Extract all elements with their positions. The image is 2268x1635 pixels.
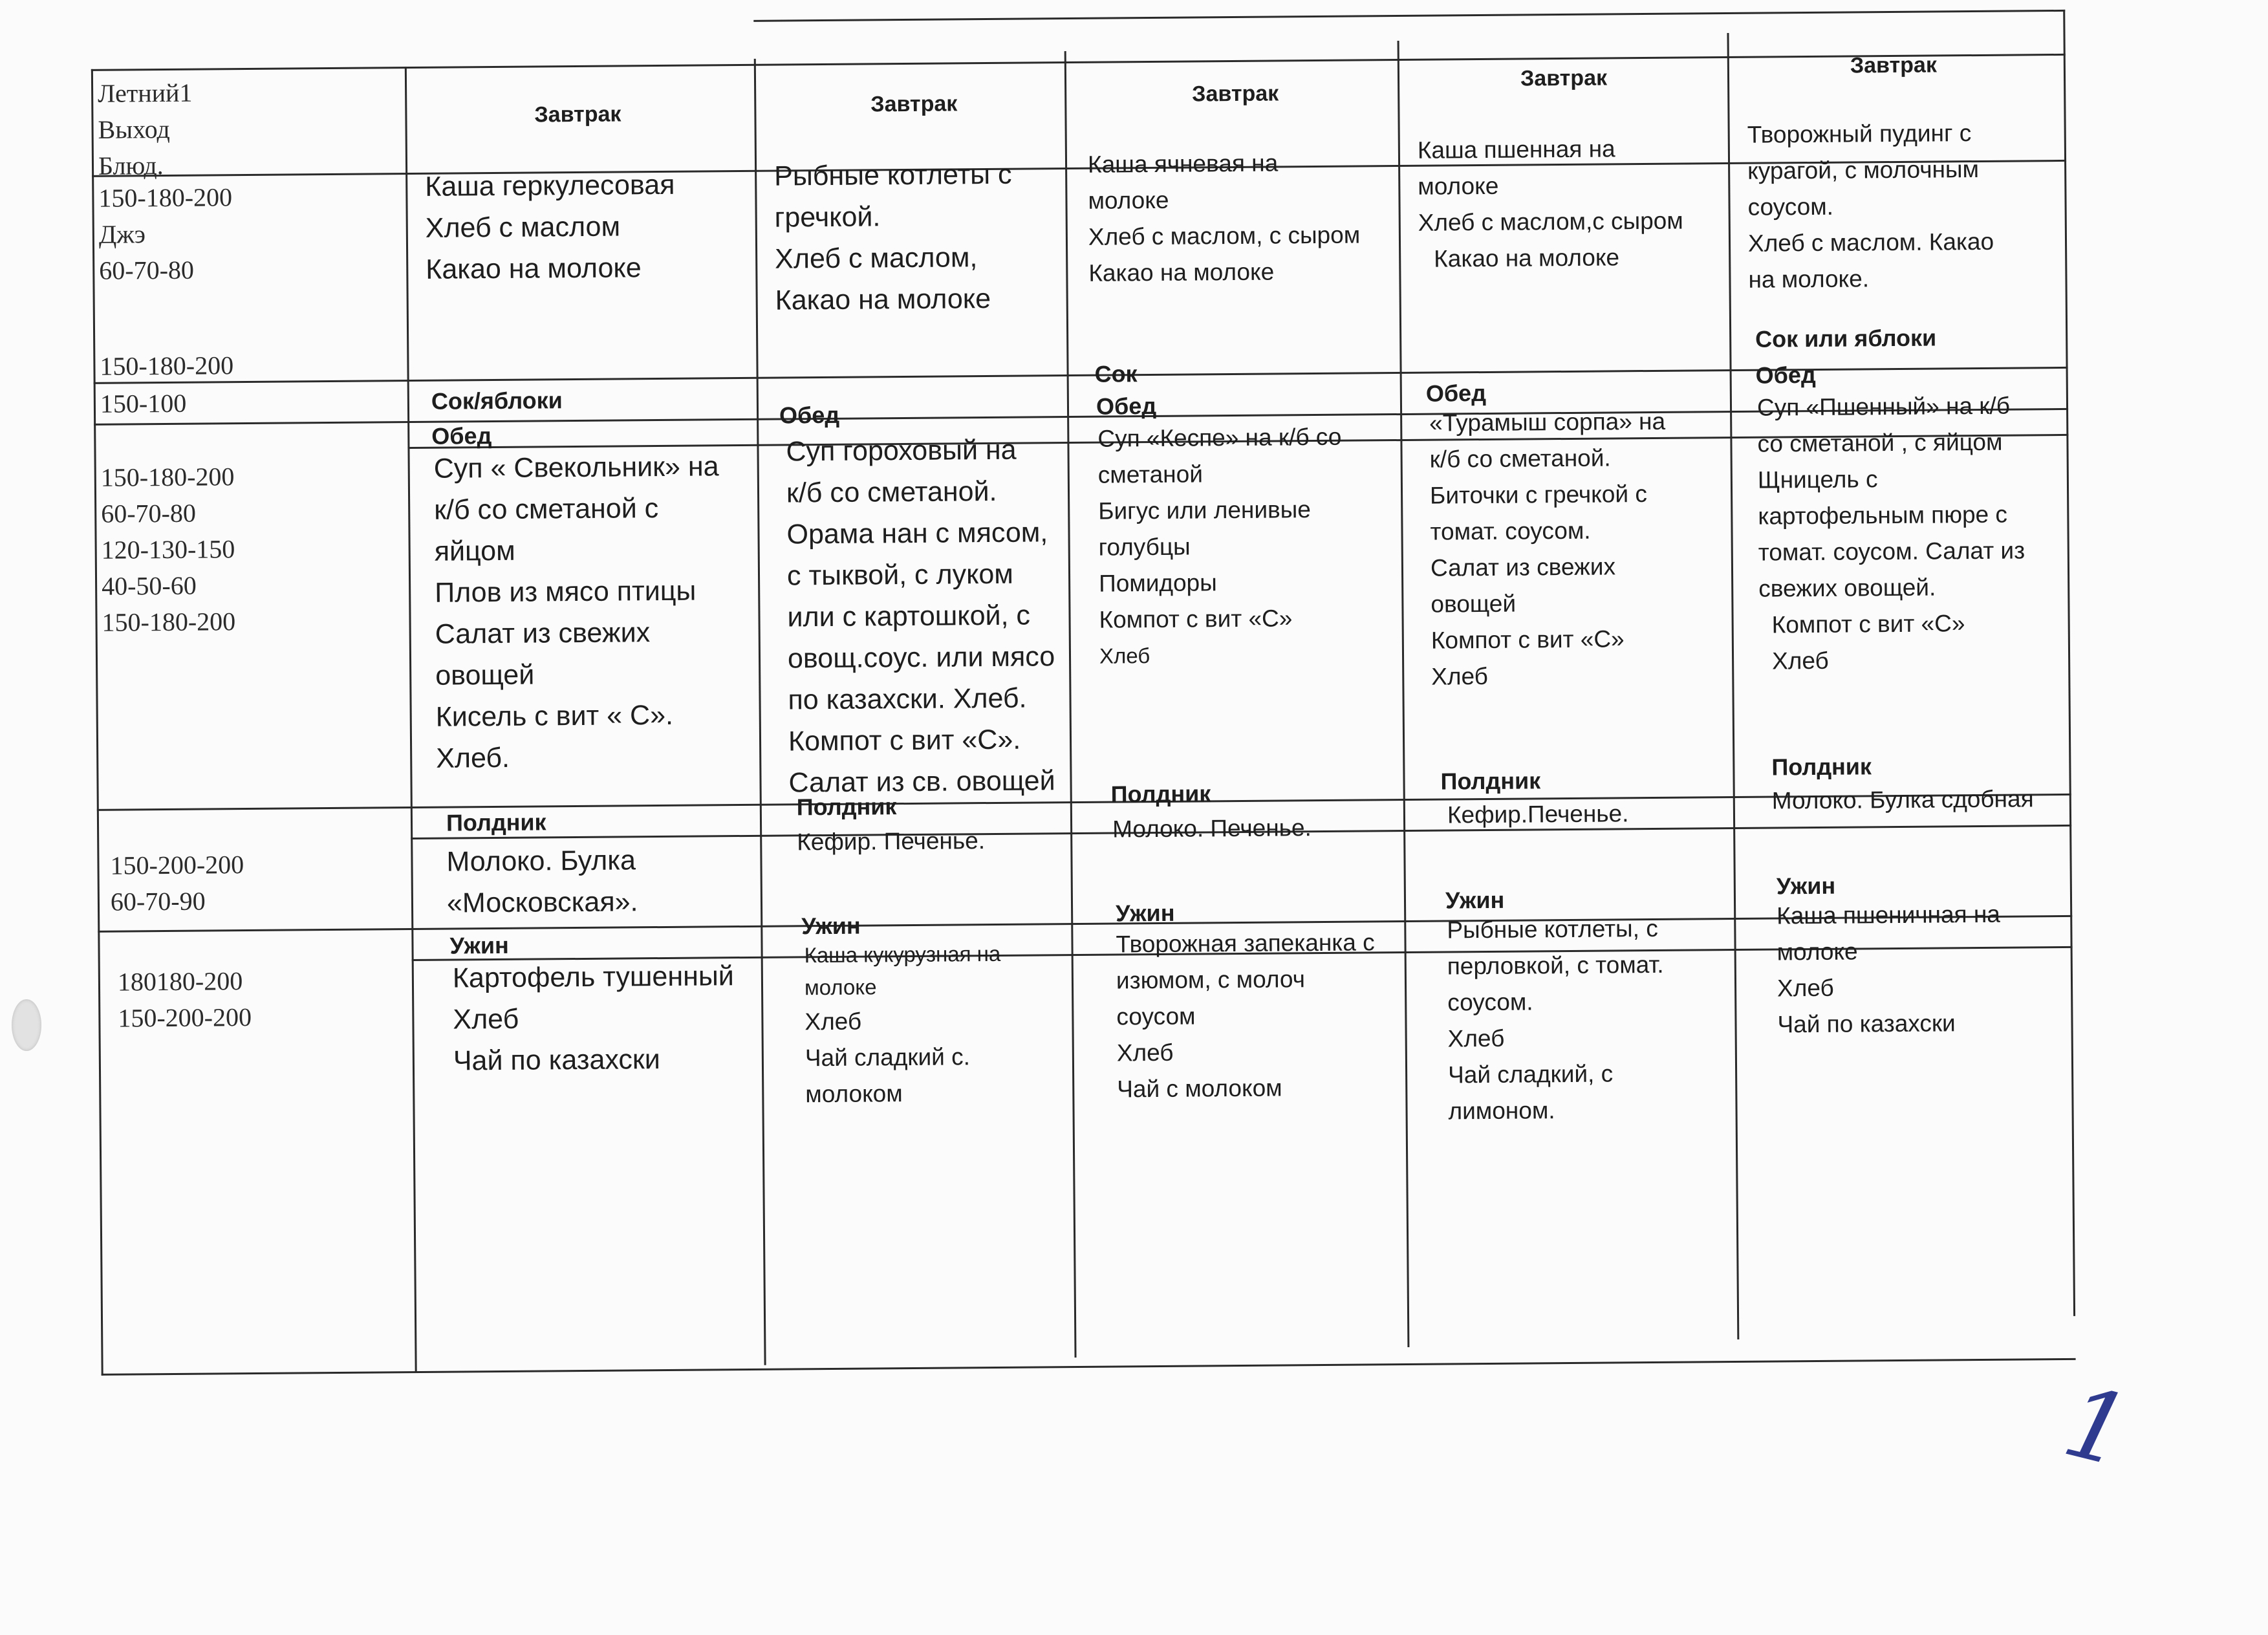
grid-line xyxy=(2063,10,2075,1316)
day1-dinner-label: Ужин xyxy=(449,931,509,959)
day4-dinner xyxy=(1447,911,1665,1130)
dish-line: со сметаной , с яйцом xyxy=(1757,428,2003,457)
dish-line: Салат из свежих xyxy=(1430,553,1616,581)
dish-line: Чай по казахски xyxy=(453,1044,660,1077)
grid-line xyxy=(91,54,2066,71)
dish-line: Биточки с гречкой с xyxy=(1429,481,1648,509)
grid-line xyxy=(754,59,766,1365)
dish-line: гречкой. xyxy=(774,201,881,233)
day5-breakfast-header: Завтрак xyxy=(1850,52,1938,78)
dish-line: Хлеб xyxy=(1447,1024,1505,1052)
day1-snack-label: Сок/яблоки xyxy=(431,387,563,415)
dish-line: Помидоры xyxy=(1098,569,1217,597)
dish-line: Творожная запеканка с xyxy=(1116,929,1375,958)
day5-afternoon-label: Полдник xyxy=(1771,753,1872,781)
left-snack-yield: 150-100 xyxy=(100,388,187,418)
dish-line: на молоке. xyxy=(1748,265,1870,293)
dish-line: Суп гороховый на xyxy=(786,434,1017,468)
dish-line: перловкой, с томат. xyxy=(1447,951,1664,980)
dish-line: Кефир.Печенье. xyxy=(1447,800,1629,828)
dish-line: молоке xyxy=(1088,186,1169,214)
dish-line: или с картошкой, с xyxy=(787,600,1031,633)
left-lunch-yield xyxy=(101,459,236,641)
day3-dinner-label: Ужин xyxy=(1115,899,1175,927)
dish-line: Плов из мясо птицы xyxy=(435,575,697,609)
page-number: 1 xyxy=(2053,1365,2141,1489)
day2-lunch xyxy=(786,429,1056,803)
day1-breakfast xyxy=(425,164,676,290)
day4-lunch-label: Обед xyxy=(1425,379,1487,407)
day3-afternoon xyxy=(1112,810,1312,847)
dish-line: соусом. xyxy=(1747,193,1834,221)
dish-line: Какао на молоке xyxy=(426,252,642,285)
dish-line: Бигус или ленивые xyxy=(1098,496,1312,525)
day5-breakfast xyxy=(1747,115,1994,298)
dish-line: Суп «Кеспе» на к/б со xyxy=(1097,423,1342,452)
grid-line xyxy=(1398,41,1410,1347)
dish-line: Хлеб с маслом, с сыром xyxy=(1088,221,1361,250)
dish-line: молоке xyxy=(1777,938,1858,966)
day5-lunch-label: Обед xyxy=(1755,361,1816,389)
day4-dinner-label: Ужин xyxy=(1445,886,1505,914)
dish-line: Какао на молоке xyxy=(1088,258,1275,287)
dish-line: молоке xyxy=(1418,172,1499,200)
day2-afternoon-label: Полдник xyxy=(796,793,897,821)
dish-line: Каша кукурузная на xyxy=(804,941,1001,968)
yield-line: 60-70-80 xyxy=(101,498,197,528)
day1-dinner xyxy=(453,955,735,1081)
dish-line: картофельным пюре с xyxy=(1758,501,2008,530)
dish-line: Каша пшенная на xyxy=(1417,135,1615,164)
day3-afternoon-label: Полдник xyxy=(1110,780,1211,808)
day4-breakfast-header: Завтрак xyxy=(1520,65,1608,91)
day3-breakfast xyxy=(1088,144,1361,291)
dish-line: Хлеб xyxy=(1777,974,1834,1002)
left-breakfast-drink-yield: 150-180-200 xyxy=(100,351,234,381)
left-dinner-yield xyxy=(118,963,252,1037)
dish-line: Рыбные котлеты, с xyxy=(1447,915,1658,944)
dish-line: Компот с вит «С» xyxy=(1099,605,1293,633)
left-title xyxy=(98,75,193,184)
day1-afternoon-label: Полдник xyxy=(446,808,546,836)
dish-line: Чай по казахски xyxy=(1777,1010,1956,1038)
day1-afternoon xyxy=(446,839,638,924)
dish-line: Каша геркулесовая xyxy=(425,169,675,202)
dish-line: Хлеб xyxy=(1771,647,1829,675)
day2-breakfast xyxy=(774,154,1013,321)
left-breakfast-yield xyxy=(98,179,233,289)
day1-breakfast-header: Завтрак xyxy=(534,102,621,127)
dish-line: Хлеб с маслом, xyxy=(774,242,978,275)
dish-line: к/б со сметаной. xyxy=(786,475,997,509)
dish-line: Суп « Свекольник» на xyxy=(433,451,719,484)
dish-line: лимоном. xyxy=(1448,1097,1555,1125)
dish-line: Рыбные котлеты с xyxy=(773,158,1012,192)
dish-line: Молоко. Печенье. xyxy=(1112,814,1312,843)
day1-lunch xyxy=(433,446,721,779)
dish-line: Чай с молоком xyxy=(1117,1074,1282,1103)
day2-dinner-label: Ужин xyxy=(801,912,861,940)
dish-line: с тыквой, с луком xyxy=(786,558,1014,592)
dish-line: курагой, с молочным xyxy=(1747,155,1980,184)
dish-line: Хлеб с маслом. Какао xyxy=(1747,228,1994,257)
dish-line: Молоко. Булка xyxy=(446,845,636,878)
day4-lunch xyxy=(1429,404,1667,695)
dish-line: Хлеб xyxy=(805,1008,862,1035)
dish-line: Компот с вит «С» xyxy=(1771,610,1965,638)
day3-lunch xyxy=(1097,419,1343,675)
dish-line: Щницель с xyxy=(1757,466,1878,493)
dish-line: Кисель с вит « С». xyxy=(435,699,674,733)
dish-line: Кефир. Печенье. xyxy=(797,827,986,856)
dish-line: Какао на молоке xyxy=(775,283,991,316)
day2-dinner xyxy=(804,938,1002,1112)
dish-line: Салат из св. овощей xyxy=(788,765,1055,799)
dish-line: Каша ячневая на xyxy=(1087,149,1279,178)
dish-line: Хлеб xyxy=(1099,644,1150,668)
yield-line: 150-200-200 xyxy=(118,1002,252,1033)
day3-lunch-label: Обед xyxy=(1096,392,1157,420)
dish-line: молоком xyxy=(805,1080,903,1108)
day5-snack-label: Сок или яблоки xyxy=(1755,324,1937,352)
dish-line: томат. соусом. Салат из xyxy=(1758,537,2025,566)
dish-line: томат. соусом. xyxy=(1430,517,1591,545)
grid-line xyxy=(102,1358,2076,1376)
dish-line: «Турамыш сорпа» на xyxy=(1429,407,1666,437)
dish-line: овощей xyxy=(435,659,535,691)
dish-line: Молоко. Булка сдобная xyxy=(1771,785,2034,814)
left-title-line: Летний1 xyxy=(97,78,193,108)
yield-line: 60-70-90 xyxy=(110,886,206,916)
dish-line: Чай сладкий, с xyxy=(1447,1060,1614,1088)
day5-afternoon xyxy=(1772,781,2034,819)
dish-line: голубцы xyxy=(1098,533,1191,561)
day5-dinner-label: Ужин xyxy=(1776,872,1836,900)
yield-line: 150-200-200 xyxy=(110,850,244,880)
dish-line: Хлеб. xyxy=(436,742,510,774)
day2-lunch-label: Обед xyxy=(779,401,840,429)
dish-line: к/б со сметаной. xyxy=(1429,444,1611,473)
yield-line: 60-70-80 xyxy=(99,255,195,285)
dish-line: Творожный пудинг с xyxy=(1747,120,1972,148)
dish-line: по казахски. Хлеб. xyxy=(788,682,1027,716)
day2-breakfast-header: Завтрак xyxy=(870,91,958,117)
dish-line: Хлеб с маслом xyxy=(425,211,621,244)
yield-line: 40-50-60 xyxy=(101,570,197,601)
day3-snack-label: Сок xyxy=(1094,360,1138,387)
dish-line: Хлеб xyxy=(1116,1039,1174,1067)
dish-line: молоке xyxy=(804,975,877,1000)
dish-line: Компот с вит «С». xyxy=(788,724,1021,757)
dish-line: овощ.соус. или мясо xyxy=(787,641,1055,675)
dish-line: сметаной xyxy=(1097,460,1204,488)
dish-line: Каша пшеничная на xyxy=(1777,900,2001,929)
dish-line: к/б со сметаной с xyxy=(434,493,659,526)
dish-line: Орама нан с мясом, xyxy=(786,517,1048,550)
dish-line: изюмом, с молоч xyxy=(1116,966,1306,994)
dish-line: Салат из свежих xyxy=(435,617,651,650)
dish-line: Чай сладкий с. xyxy=(805,1043,971,1072)
grid-line xyxy=(1064,51,1077,1358)
day2-afternoon xyxy=(797,823,985,860)
grid-line xyxy=(405,67,417,1373)
left-afternoon-yield xyxy=(110,847,244,920)
left-title-line: Выход xyxy=(98,114,170,144)
punch-hole xyxy=(12,999,41,1051)
yield-line: 150-180-200 xyxy=(100,462,235,492)
day1-lunch-label: Обед xyxy=(431,422,492,449)
yield-line: 120-130-150 xyxy=(101,534,235,565)
yield-line: Джэ xyxy=(98,219,146,249)
dish-line: «Московская». xyxy=(446,886,638,919)
dish-line: Суп «Пшенный» на к/б xyxy=(1756,392,2011,421)
yield-line: 150-180-200 xyxy=(102,607,236,637)
dish-line: овощей xyxy=(1431,590,1517,618)
yield-line: 180180-200 xyxy=(117,966,243,997)
dish-line: яйцом xyxy=(434,535,515,567)
dish-line: свежих овощей. xyxy=(1758,574,1936,602)
dish-line: Хлеб xyxy=(453,1003,519,1035)
day3-dinner xyxy=(1116,924,1376,1107)
dish-line: Хлеб xyxy=(1431,662,1489,690)
dish-line: соусом. xyxy=(1447,988,1533,1016)
grid-line xyxy=(753,10,2065,22)
day4-afternoon-label: Полдник xyxy=(1440,767,1541,795)
dish-line: Картофель тушенный xyxy=(452,960,734,994)
yield-line: 150-180-200 xyxy=(98,182,233,213)
day5-lunch xyxy=(1757,387,2026,679)
day4-breakfast xyxy=(1418,131,1684,277)
day5-dinner xyxy=(1777,896,2001,1043)
dish-line: Компот с вит «С» xyxy=(1431,625,1625,654)
dish-line: соусом xyxy=(1116,1002,1196,1030)
day3-breakfast-header: Завтрак xyxy=(1192,81,1279,107)
day4-afternoon xyxy=(1447,796,1629,833)
dish-line: Хлеб с маслом,с сыром xyxy=(1418,207,1683,236)
left-title-line: Блюд. xyxy=(98,151,164,180)
dish-line: Какао на молоке xyxy=(1434,244,1620,272)
grid-line xyxy=(1727,33,1739,1339)
